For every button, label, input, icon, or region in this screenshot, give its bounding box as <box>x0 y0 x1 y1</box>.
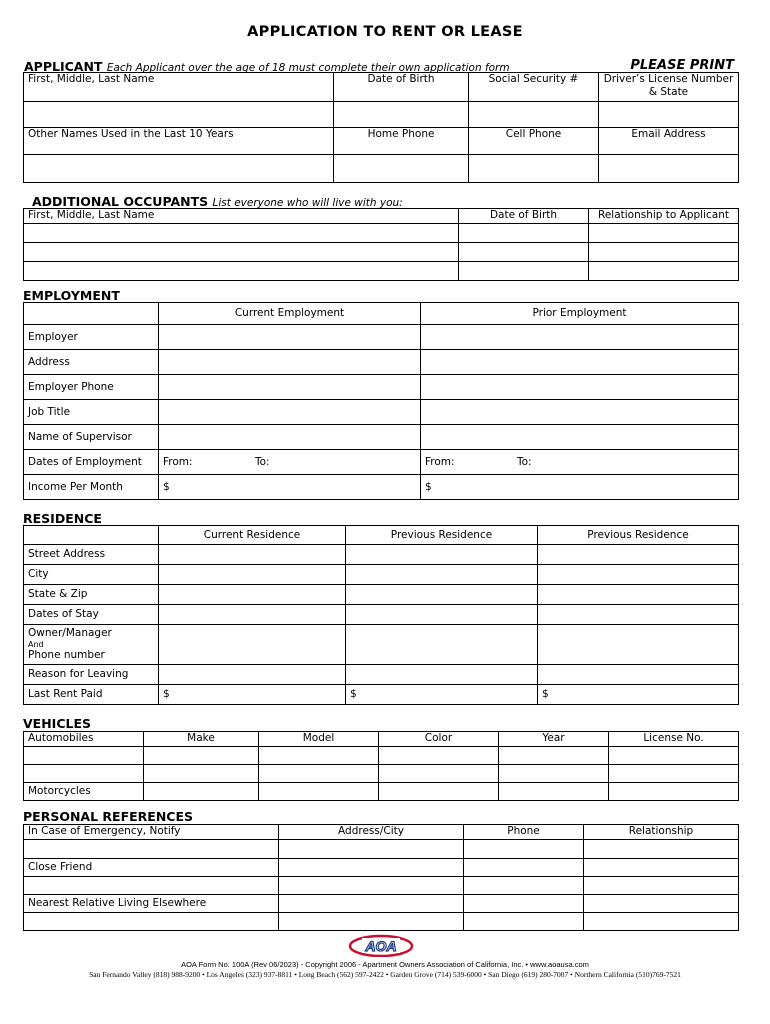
supervisor-label: Name of Supervisor <box>24 425 159 450</box>
relative-relationship-field[interactable] <box>584 895 739 913</box>
street-address-label: Street Address <box>24 545 159 565</box>
auto-model-field[interactable] <box>259 747 379 765</box>
prior-employment-header: Prior Employment <box>421 303 739 325</box>
email-field[interactable] <box>599 155 739 183</box>
license-field[interactable] <box>599 102 739 128</box>
previous-dates-stay-field-2[interactable] <box>538 605 739 625</box>
dob-field[interactable] <box>334 102 469 128</box>
previous-owner-field[interactable] <box>346 625 538 665</box>
previous-street-field-2[interactable] <box>538 545 739 565</box>
employment-heading: EMPLOYMENT <box>23 288 120 303</box>
current-residence-header: Current Residence <box>159 526 346 545</box>
relative-phone-field[interactable] <box>464 895 584 913</box>
occupant-name-header: First, Middle, Last Name <box>24 209 459 224</box>
footer-copyright: AOA Form No. 100A (Rev 06/2023) - Copyright 2006 - Apartment Owners Association of California, Inc. • www.aoausa.com <box>181 960 589 969</box>
friend-relationship-field[interactable] <box>584 859 739 877</box>
current-to-label: To: <box>255 455 270 468</box>
address-city-header: Address/City <box>279 825 464 840</box>
owner-manager-text: Owner/Manager <box>28 627 112 639</box>
occupant-relationship-field[interactable] <box>589 262 739 281</box>
emergency-relationship-field[interactable] <box>584 840 739 859</box>
current-state-zip-field[interactable] <box>159 585 346 605</box>
moto-color-field[interactable] <box>379 783 499 801</box>
previous-owner-field-2[interactable] <box>538 625 739 665</box>
occupants-table <box>23 208 739 281</box>
moto-license-field[interactable] <box>609 783 739 801</box>
motorcycles-label: Motorcycles <box>24 783 144 801</box>
current-job-title-field[interactable] <box>159 400 421 425</box>
emergency-address-field[interactable] <box>279 840 464 859</box>
home-phone-label: Home Phone <box>334 128 469 155</box>
auto-row-label <box>24 765 144 783</box>
previous-dates-stay-field[interactable] <box>346 605 538 625</box>
current-income-field[interactable] <box>159 475 421 500</box>
prior-job-title-field[interactable] <box>421 400 739 425</box>
current-supervisor-field[interactable] <box>159 425 421 450</box>
current-income-dollar: $ <box>163 480 170 493</box>
reason-leaving-label: Reason for Leaving <box>24 665 159 685</box>
prior-supervisor-field[interactable] <box>421 425 739 450</box>
automobiles-label: Automobiles <box>24 732 144 747</box>
current-owner-field[interactable] <box>159 625 346 665</box>
moto-make-field[interactable] <box>144 783 259 801</box>
applicant-note: Each Applicant over the age of 18 must complete their own application form <box>106 62 510 74</box>
current-rent-field[interactable] <box>159 685 346 705</box>
auto-row-label <box>24 747 144 765</box>
current-from-label: From: <box>163 455 193 468</box>
job-title-label: Job Title <box>24 400 159 425</box>
dob-label: Date of Birth <box>334 73 469 102</box>
last-rent-label: Last Rent Paid <box>24 685 159 705</box>
current-employer-phone-field[interactable] <box>159 375 421 400</box>
occupant-dob-field[interactable] <box>459 224 589 243</box>
occupant-name-field[interactable] <box>24 224 459 243</box>
previous-rent-field-2[interactable] <box>538 685 739 705</box>
previous-residence-header-2: Previous Residence <box>538 526 739 545</box>
name-label: First, Middle, Last Name <box>24 73 334 102</box>
residence-corner <box>24 526 159 545</box>
friend-phone-field-2[interactable] <box>464 877 584 895</box>
auto-make-field[interactable] <box>144 765 259 783</box>
friend-phone-field[interactable] <box>464 859 584 877</box>
previous-reason-field[interactable] <box>346 665 538 685</box>
previous-city-field[interactable] <box>346 565 538 585</box>
occupant-dob-field[interactable] <box>459 262 589 281</box>
current-city-field[interactable] <box>159 565 346 585</box>
footer-offices: San Fernando Valley (818) 988-9200 • Los Angeles (323) 937-8811 • Long Beach (562) 597-2422 • Garden Grove (714) 539-6000 • San Diego (619) 280-7007 • Northern California (510)769-7521 <box>89 970 681 979</box>
relative-phone-field-2[interactable] <box>464 913 584 931</box>
and-text: And <box>28 640 44 649</box>
cell-phone-field[interactable] <box>469 155 599 183</box>
current-reason-field[interactable] <box>159 665 346 685</box>
nearest-relative-label: Nearest Relative Living Elsewhere <box>24 895 279 913</box>
income-label: Income Per Month <box>24 475 159 500</box>
occupants-heading <box>32 194 403 209</box>
ssn-field[interactable] <box>469 102 599 128</box>
employer-address-label: Address <box>24 350 159 375</box>
emergency-label: In Case of Emergency, Notify <box>24 825 279 840</box>
prior-income-field[interactable] <box>421 475 739 500</box>
dates-of-employment-label: Dates of Employment <box>24 450 159 475</box>
prior-income-dollar: $ <box>425 480 432 493</box>
friend-address-field-2[interactable] <box>279 877 464 895</box>
relative-relationship-field-2[interactable] <box>584 913 739 931</box>
occupant-relationship-field[interactable] <box>589 243 739 262</box>
vehicles-table <box>23 731 739 801</box>
year-header: Year <box>499 732 609 747</box>
current-dates-field[interactable] <box>159 450 421 475</box>
auto-model-field[interactable] <box>259 765 379 783</box>
dates-of-stay-label: Dates of Stay <box>24 605 159 625</box>
previous-rent-field[interactable] <box>346 685 538 705</box>
color-header: Color <box>379 732 499 747</box>
phone-header: Phone <box>464 825 584 840</box>
previous-state-zip-field[interactable] <box>346 585 538 605</box>
prior-dates-field[interactable] <box>421 450 739 475</box>
applicant-table <box>23 72 739 183</box>
employer-label: Employer <box>24 325 159 350</box>
cell-phone-label: Cell Phone <box>469 128 599 155</box>
close-friend-label: Close Friend <box>24 859 279 877</box>
emergency-phone-field[interactable] <box>464 840 584 859</box>
emergency-name-field[interactable] <box>24 840 279 859</box>
occupant-relationship-field[interactable] <box>589 224 739 243</box>
previous-reason-field-2[interactable] <box>538 665 739 685</box>
other-names-field[interactable] <box>24 155 334 183</box>
residence-heading: RESIDENCE <box>23 511 102 526</box>
friend-name-field[interactable] <box>24 877 279 895</box>
relative-address-field[interactable] <box>279 895 464 913</box>
residence-table <box>23 525 739 705</box>
current-address-field[interactable] <box>159 350 421 375</box>
employment-table <box>23 302 739 500</box>
other-names-label: Other Names Used in the Last 10 Years <box>24 128 334 155</box>
license-no-header: License No. <box>609 732 739 747</box>
name-field[interactable] <box>24 102 334 128</box>
license-label-line2: & State <box>648 86 689 98</box>
occupant-name-field[interactable] <box>24 243 459 262</box>
relative-address-field-2[interactable] <box>279 913 464 931</box>
moto-year-field[interactable] <box>499 783 609 801</box>
auto-year-field[interactable] <box>499 765 609 783</box>
previous-city-field-2[interactable] <box>538 565 739 585</box>
model-header: Model <box>259 732 379 747</box>
employer-phone-label: Employer Phone <box>24 375 159 400</box>
auto-license-field[interactable] <box>609 765 739 783</box>
auto-license-field[interactable] <box>609 747 739 765</box>
previous-rent-dollar: $ <box>350 688 357 700</box>
aoa-logo-text: AOA <box>365 938 397 954</box>
license-label-line1: Driver’s License Number <box>603 73 734 85</box>
auto-color-field[interactable] <box>379 765 499 783</box>
current-rent-dollar: $ <box>163 688 170 700</box>
previous-rent-dollar-2: $ <box>542 688 549 700</box>
please-print: PLEASE PRINT <box>630 58 734 73</box>
relationship-header: Relationship <box>584 825 739 840</box>
prior-from-label: From: <box>425 455 455 468</box>
previous-state-zip-field-2[interactable] <box>538 585 739 605</box>
ssn-label: Social Security # <box>469 73 599 102</box>
prior-employer-field[interactable] <box>421 325 739 350</box>
occupant-dob-header: Date of Birth <box>459 209 589 224</box>
city-label: City <box>24 565 159 585</box>
current-employment-header: Current Employment <box>159 303 421 325</box>
occupant-dob-field[interactable] <box>459 243 589 262</box>
moto-model-field[interactable] <box>259 783 379 801</box>
prior-to-label: To: <box>517 455 532 468</box>
references-table <box>23 824 739 931</box>
state-zip-label: State & Zip <box>24 585 159 605</box>
prior-address-field[interactable] <box>421 350 739 375</box>
occupants-heading-text: ADDITIONAL OCCUPANTS <box>32 194 209 209</box>
auto-make-field[interactable] <box>144 747 259 765</box>
references-heading: PERSONAL REFERENCES <box>23 809 193 824</box>
previous-residence-header: Previous Residence <box>346 526 538 545</box>
occupant-name-field[interactable] <box>24 262 459 281</box>
owner-manager-label <box>24 625 159 665</box>
applicant-heading-text: APPLICANT <box>24 59 103 74</box>
current-dates-stay-field[interactable] <box>159 605 346 625</box>
aoa-logo <box>348 933 414 957</box>
form-title: APPLICATION TO RENT OR LEASE <box>247 24 523 40</box>
auto-year-field[interactable] <box>499 747 609 765</box>
license-label <box>599 73 739 102</box>
phone-number-text: Phone number <box>28 649 105 661</box>
auto-color-field[interactable] <box>379 747 499 765</box>
friend-relationship-field-2[interactable] <box>584 877 739 895</box>
email-label: Email Address <box>599 128 739 155</box>
make-header: Make <box>144 732 259 747</box>
vehicles-heading: VEHICLES <box>23 716 92 731</box>
current-employer-field[interactable] <box>159 325 421 350</box>
employment-corner <box>24 303 159 325</box>
previous-street-field[interactable] <box>346 545 538 565</box>
occupant-relationship-header: Relationship to Applicant <box>589 209 739 224</box>
occupants-note: List everyone who will live with you: <box>212 197 403 209</box>
prior-employer-phone-field[interactable] <box>421 375 739 400</box>
relative-name-field[interactable] <box>24 913 279 931</box>
current-street-field[interactable] <box>159 545 346 565</box>
friend-address-field[interactable] <box>279 859 464 877</box>
home-phone-field[interactable] <box>334 155 469 183</box>
